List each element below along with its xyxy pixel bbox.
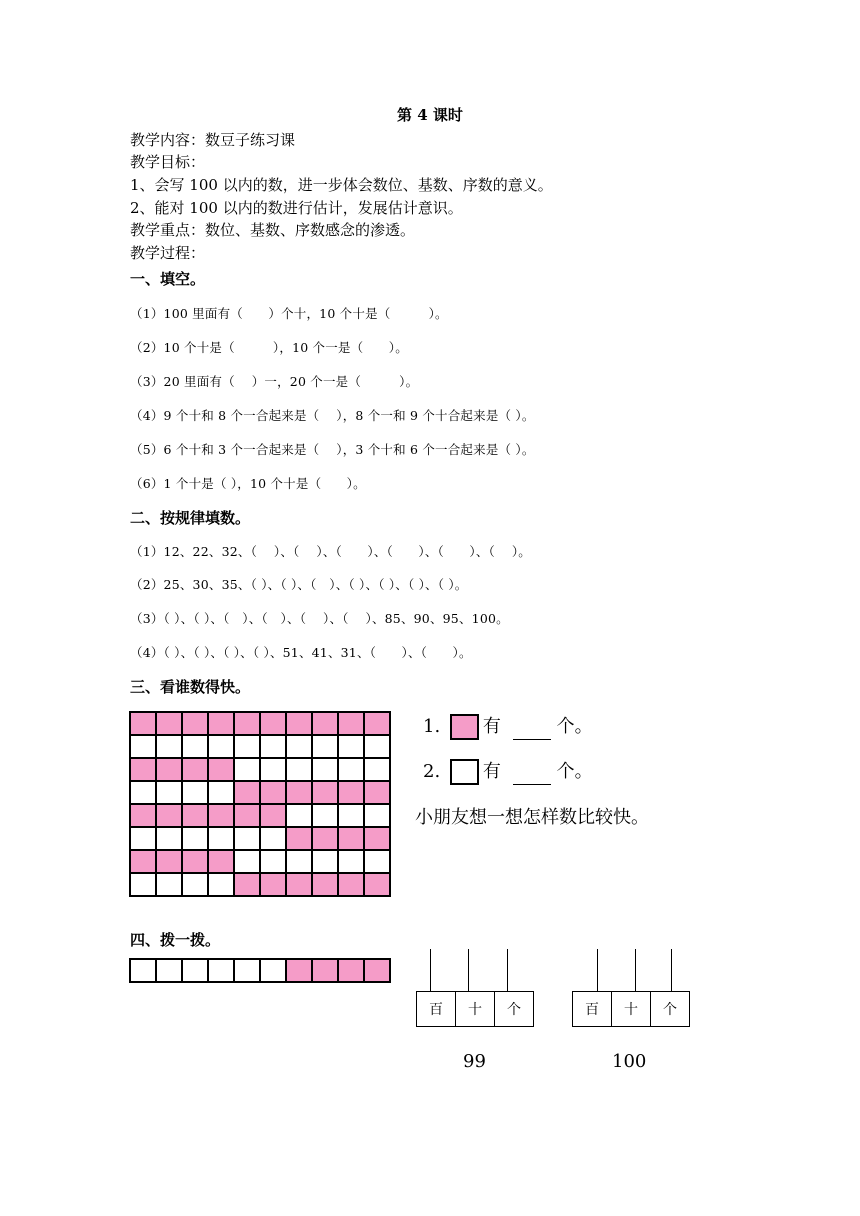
pink-cell [260, 873, 286, 896]
pink-cell [234, 712, 260, 735]
grid-row [130, 712, 390, 735]
white-cell [182, 735, 208, 758]
white-cell [182, 781, 208, 804]
pink-bead-cell [338, 959, 364, 982]
question-2-number: 2. [423, 761, 441, 782]
grid-row [130, 827, 390, 850]
white-cell [286, 758, 312, 781]
pink-cell [182, 758, 208, 781]
pink-cell [156, 804, 182, 827]
white-bead-cell [130, 959, 156, 982]
pink-cell [130, 850, 156, 873]
white-cell [208, 873, 234, 896]
white-cell [338, 804, 364, 827]
grid-row [130, 735, 390, 758]
pink-cell [182, 850, 208, 873]
pink-cell [286, 827, 312, 850]
section2-item: （3）（ ）、（ ）、（ ）、（ ）、（ ）、（ ）、85、90、95、100。 [130, 611, 509, 626]
white-cell [130, 873, 156, 896]
white-cell [312, 735, 338, 758]
white-cell [208, 781, 234, 804]
pink-cell [234, 873, 260, 896]
white-cell [156, 781, 182, 804]
abacus-100 [572, 949, 690, 1027]
pink-cell [312, 827, 338, 850]
white-cell [286, 735, 312, 758]
pink-cell [234, 781, 260, 804]
pink-cell [286, 873, 312, 896]
white-cell [260, 827, 286, 850]
question-2 [423, 757, 593, 785]
abacus-rod [597, 949, 598, 991]
pink-cell [286, 712, 312, 735]
white-cell [234, 735, 260, 758]
pink-square-swatch [450, 714, 479, 740]
pink-cell [338, 781, 364, 804]
abacus-rod [671, 949, 672, 991]
pink-cell [182, 712, 208, 735]
pink-cell [260, 804, 286, 827]
abacus-rod [635, 949, 636, 991]
section1-heading: 一、填空。 [130, 270, 206, 288]
white-cell [234, 758, 260, 781]
white-cell [208, 827, 234, 850]
white-square-swatch [450, 759, 479, 785]
pink-cell [338, 827, 364, 850]
question-1-unit: 个。 [556, 716, 593, 737]
grid-row [130, 804, 390, 827]
white-cell [234, 827, 260, 850]
white-cell [312, 850, 338, 873]
intro-content: 教学内容：数豆子练习课 [130, 131, 296, 149]
white-cell [208, 735, 234, 758]
abacus-hundreds-label: 百 [573, 992, 612, 1027]
white-cell [130, 827, 156, 850]
white-cell [338, 735, 364, 758]
counting-grid [129, 711, 391, 897]
white-cell [260, 758, 286, 781]
section1-item: （4）9 个十和 8 个一合起来是（ ），8 个一和 9 个十合起来是（ ）。 [130, 408, 535, 423]
question-2-answer-blank[interactable] [513, 766, 551, 785]
abacus-rod [507, 949, 508, 991]
pink-bead-cell [364, 959, 390, 982]
abacus-tens-label: 十 [612, 992, 651, 1027]
white-cell [260, 850, 286, 873]
abacus-100-value: 100 [612, 1051, 647, 1072]
abacus-rod [468, 949, 469, 991]
white-cell [156, 827, 182, 850]
section2-item: （1）12、22、32、（ ）、（ ）、（ ）、（ ）、（ ）、（ ）。 [130, 544, 531, 559]
intro-goals-heading: 教学目标： [130, 153, 206, 171]
grid-row [130, 850, 390, 873]
section2-item: （4）（ ）、（ ）、（ ）、（ ）、51、41、31、（ ）、（ ）。 [130, 645, 472, 660]
pink-cell [286, 781, 312, 804]
abacus-hundreds-label: 百 [417, 992, 456, 1027]
white-bead-cell [208, 959, 234, 982]
white-cell [364, 758, 390, 781]
intro-goal-1: 1、会写 100 以内的数，进一步体会数位、基数、序数的意义。 [130, 176, 553, 194]
section3-heading: 三、看谁数得快。 [130, 678, 251, 696]
white-bead-cell [156, 959, 182, 982]
abacus-ones-label: 个 [495, 992, 534, 1027]
pink-cell [208, 712, 234, 735]
pink-cell [338, 873, 364, 896]
white-cell [338, 758, 364, 781]
section4-heading: 四、拨一拨。 [130, 931, 221, 949]
pink-bead-cell [286, 959, 312, 982]
pink-cell [130, 712, 156, 735]
white-bead-cell [234, 959, 260, 982]
question-1-number: 1. [423, 716, 441, 737]
section1-item: （6）1 个十是（ ），10 个十是（ ）。 [130, 476, 366, 491]
strip-row [130, 959, 390, 982]
white-cell [364, 735, 390, 758]
white-cell [286, 804, 312, 827]
white-cell [338, 850, 364, 873]
abacus-tens-label: 十 [456, 992, 495, 1027]
abacus-99-value: 99 [463, 1051, 486, 1072]
intro-goal-2: 2、能对 100 以内的数进行估计，发展估计意识。 [130, 199, 463, 217]
pink-cell [364, 712, 390, 735]
pink-bead-cell [312, 959, 338, 982]
pink-cell [156, 850, 182, 873]
question-1-text: 有 [482, 716, 501, 737]
counting-hint: 小朋友想一想怎样数比较快。 [415, 807, 649, 828]
section2-item: （2）25、30、35、（ ）、（ ）、（ ）、（ ）、（ ）、（ ）、（ ）。 [130, 577, 468, 592]
pink-cell [208, 850, 234, 873]
page-title: 第 4 课时 [397, 106, 463, 124]
abacus-99 [416, 949, 534, 1027]
abacus-rod [430, 949, 431, 991]
grid-row [130, 781, 390, 804]
white-cell [182, 873, 208, 896]
white-cell [156, 873, 182, 896]
white-cell [130, 735, 156, 758]
question-1-answer-blank[interactable] [513, 721, 551, 740]
white-cell [312, 758, 338, 781]
white-bead-cell [260, 959, 286, 982]
abacus-label-row [416, 991, 534, 1027]
white-cell [312, 804, 338, 827]
intro-process: 教学过程： [130, 244, 206, 262]
pink-cell [312, 712, 338, 735]
white-cell [130, 781, 156, 804]
pink-cell [208, 758, 234, 781]
pink-cell [182, 804, 208, 827]
pink-cell [130, 758, 156, 781]
question-2-unit: 个。 [556, 761, 593, 782]
pink-cell [312, 781, 338, 804]
grid-row [130, 758, 390, 781]
abacus-label-row [572, 991, 690, 1027]
pink-cell [208, 804, 234, 827]
grid-row [130, 873, 390, 896]
pink-cell [260, 712, 286, 735]
pink-cell [338, 712, 364, 735]
white-cell [182, 827, 208, 850]
white-cell [260, 735, 286, 758]
pink-cell [130, 804, 156, 827]
white-bead-cell [182, 959, 208, 982]
pink-cell [364, 781, 390, 804]
intro-key-point: 教学重点：数位、基数、序数感念的渗透。 [130, 221, 416, 239]
white-cell [156, 735, 182, 758]
pink-cell [156, 712, 182, 735]
section2-heading: 二、按规律填数。 [130, 509, 251, 527]
pink-cell [364, 827, 390, 850]
bead-strip [129, 958, 391, 983]
white-cell [364, 804, 390, 827]
white-cell [364, 850, 390, 873]
section1-item: （5）6 个十和 3 个一合起来是（ ），3 个十和 6 个一合起来是（ ）。 [130, 442, 535, 457]
pink-cell [234, 804, 260, 827]
pink-cell [260, 781, 286, 804]
pink-cell [156, 758, 182, 781]
question-1 [423, 712, 593, 740]
section1-item: （2）10 个十是（ ），10 个一是（ ）。 [130, 340, 408, 355]
abacus-ones-label: 个 [651, 992, 690, 1027]
section1-item: （3）20 里面有（ ）一，20 个一是（ ）。 [130, 374, 419, 389]
section1-item: （1）100 里面有（ ）个十，10 个十是（ ）。 [130, 306, 448, 321]
pink-cell [312, 873, 338, 896]
question-2-text: 有 [482, 761, 501, 782]
pink-cell [364, 873, 390, 896]
white-cell [286, 850, 312, 873]
white-cell [234, 850, 260, 873]
